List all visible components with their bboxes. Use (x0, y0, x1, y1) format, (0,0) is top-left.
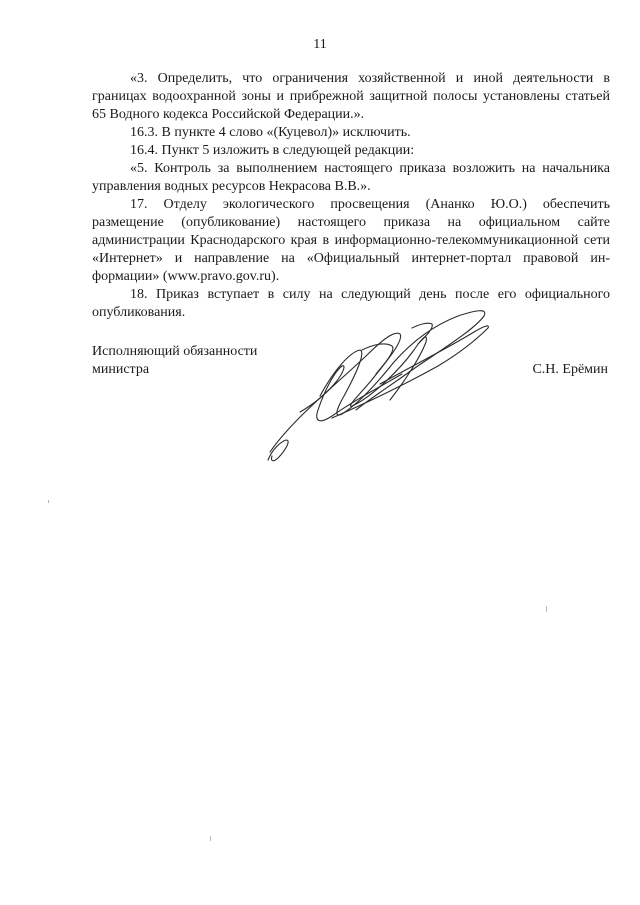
signatory-title-line-2: министра (92, 362, 150, 377)
paragraph-17: 17. Отделу экологического просвещения (Ананко Ю.О.) обеспечить размещение (опубликование) настоящего приказа на официальном сайте администрации Краснодарского края в информационно-телекоммуникационной сети «Интернет» и направление на «Официальный интернет-портал правовой ин-формации» (www.pravo.gov.ru). (92, 197, 610, 284)
paragraph-16-4: 16.4. Пункт 5 изложить в следующей редакции: (130, 143, 415, 158)
signatory-title-line-1: Исполняющий обязанности (92, 344, 258, 359)
scan-speck (48, 500, 49, 503)
signatory-name: С.Н. Ерёмин (532, 362, 608, 377)
paragraph-clause-3-quote: «3. Определить, что ограничения хозяйственной и иной деятельности в границах водоохранной зоны и прибрежной защитной полосы установлены статьей 65 Водного кодекса Российской Федерации.». (92, 71, 610, 122)
paragraph-16-3: 16.3. В пункте 4 слово «(Куцевол)» исключить. (130, 125, 411, 140)
scan-speck (210, 836, 211, 841)
handwritten-signature (262, 300, 492, 470)
page-number: 11 (313, 37, 327, 52)
paragraph-clause-5-quote: «5. Контроль за выполнением настоящего приказа возложить на начальника управления водных ресурсов Некрасова В.В.». (92, 161, 610, 194)
document-body (92, 70, 610, 322)
paragraph-18: 18. Приказ вступает в силу на следующий день после его официального опубликования. (92, 287, 610, 320)
scan-speck (546, 606, 547, 612)
